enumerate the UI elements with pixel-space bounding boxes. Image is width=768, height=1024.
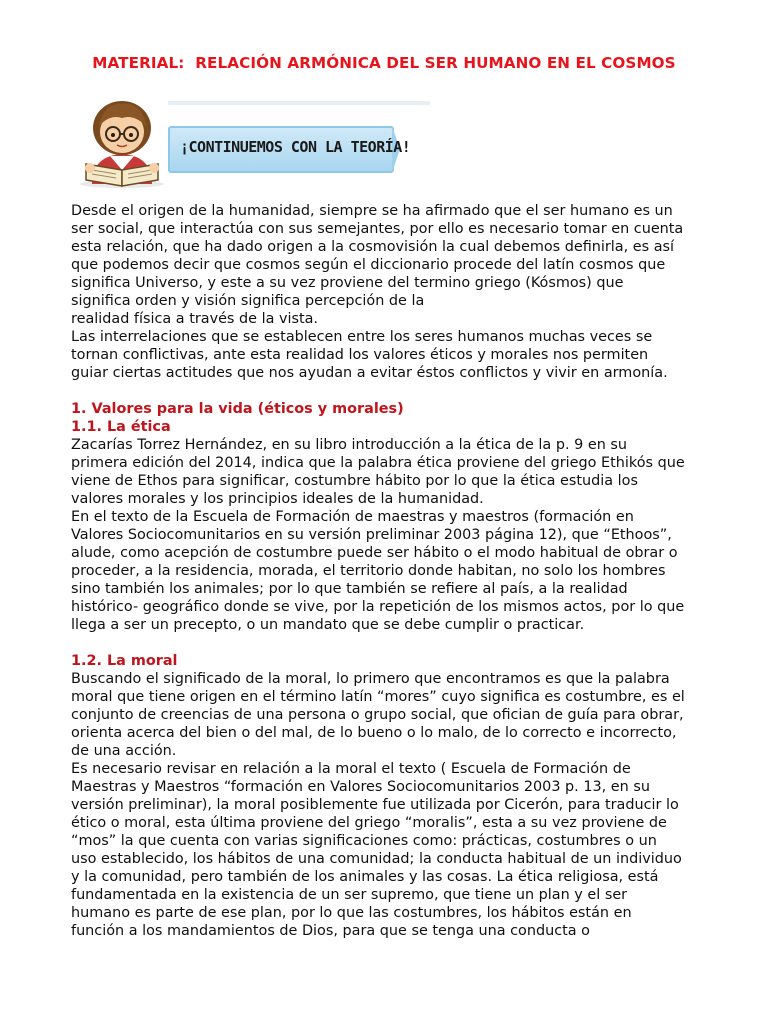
text-line: Es necesario revisar en relación a la moral el texto ( Escuela de Formación de: [71, 761, 631, 777]
text-line: que podemos decir que cosmos según el diccionario procede del latín cosmos que: [71, 257, 666, 273]
intro-paragraph: [71, 202, 731, 382]
text-line: Desde el origen de la humanidad, siempre se ha afirmado que el ser humano es un: [71, 203, 673, 219]
text-line: Zacarías Torrez Hernández, en su libro introducción a la ética de la p. 9 en su: [71, 437, 628, 453]
text-line: En el texto de la Escuela de Formación de maestras y maestros (formación en: [71, 509, 634, 525]
text-line: moral que tiene origen en el término latín “mores” cuyo significa es costumbre, es el: [71, 689, 685, 705]
text-line: proceder, a la residencia, morada, el territorio donde habitan, no solo los hombres: [71, 563, 666, 579]
subsection-heading-moral: 1.2. La moral: [71, 653, 178, 669]
text-line: y la comunidad, pero también de los animales y las cosas. La ética religiosa, está: [71, 869, 659, 885]
text-line: histórico- geográfico donde se vive, por la repetición de los mismos actos, por lo que: [71, 599, 685, 615]
text-line: orienta acerca del bien o del mal, de lo bueno o lo malo, de lo correcto e incorrecto,: [71, 725, 677, 741]
text-line: Valores Sociocomunitarios en su versión preliminar 2003 página 12), que “Ethoos”,: [71, 527, 672, 543]
text-line: conjunto de creencias de una persona o grupo social, que ofician de guía para obrar,: [71, 707, 684, 723]
document-title: MATERIAL: RELACIÓN ARMÓNICA DEL SER HUMANO EN EL COSMOS: [92, 54, 676, 72]
text-line: valores morales y los principios ideales de la humanidad.: [71, 491, 484, 507]
text-line: fundamentada en la existencia de un ser supremo, que tiene un plan y el ser: [71, 887, 628, 903]
text-line: sino también los animales; por lo que también se refiere al país, a la realidad: [71, 581, 628, 597]
text-line: viene de Ethos para significar, costumbre hábito por lo que la ética estudia los: [71, 473, 638, 489]
text-line: Las interrelaciones que se establecen entre los seres humanos muchas veces se: [71, 329, 653, 345]
text-line: primera edición del 2014, indica que la palabra ética proviene del griego Ethikós que: [71, 455, 685, 471]
text-line: esta relación, que ha dado origen a la cosmovisión la cual debemos definirla, es así: [71, 239, 675, 255]
text-line: Buscando el significado de la moral, lo primero que encontramos es que la palabra: [71, 671, 670, 687]
text-line: significa orden y visión significa percepción de la: [71, 293, 425, 309]
text-line: humano es parte de ese plan, por lo que las costumbres, los hábitos están en: [71, 905, 632, 921]
text-line: ético o moral, esta última proviene del griego “moralis”, esta a su vez proviene de: [71, 815, 667, 831]
document-body: [71, 202, 731, 940]
text-line: función a los mandamientos de Dios, para que se tenga una conducta o: [71, 923, 590, 939]
text-line: “mos” la que cuenta con varias significaciones como: prácticas, costumbres o un: [71, 833, 657, 849]
section-heading-valores: 1. Valores para la vida (éticos y morales): [71, 401, 404, 417]
text-line: guiar ciertas actitudes que nos ayudan a evitar éstos conflictos y vivir en armonía.: [71, 365, 668, 381]
text-line: significa Universo, y este a su vez proviene del termino griego (Kósmos) que: [71, 275, 624, 291]
banner-text: ¡CONTINUEMOS CON LA TEORÍA!: [180, 138, 411, 156]
text-line: de una acción.: [71, 743, 177, 759]
subsection-heading-etica: 1.1. La ética: [71, 419, 171, 435]
text-line: uso establecido, los hábitos de una comunidad; la conducta habitual de un individuo: [71, 851, 682, 867]
text-line: alude, como acepción de costumbre puede ser hábito o el modo habitual de obrar o: [71, 545, 678, 561]
text-line: versión preliminar), la moral posiblemente fue utilizada por Cicerón, para traducir lo: [71, 797, 679, 813]
etica-paragraph: [71, 436, 731, 634]
moral-paragraph: [71, 670, 731, 940]
text-line: llega a ser un precepto, o un mandato que se debe cumplir o practicar.: [71, 617, 585, 633]
text-line: ser social, que interactúa con sus semejantes, por ello es necesario tomar en cuenta: [71, 221, 684, 237]
text-line: Maestras y Maestros “formación en Valores Sociocomunitarios 2003 p. 13, en su: [71, 779, 650, 795]
text-line: tornan conflictivas, ante esta realidad los valores éticos y morales nos permiten: [71, 347, 649, 363]
text-line: realidad física a través de la vista.: [71, 311, 319, 327]
